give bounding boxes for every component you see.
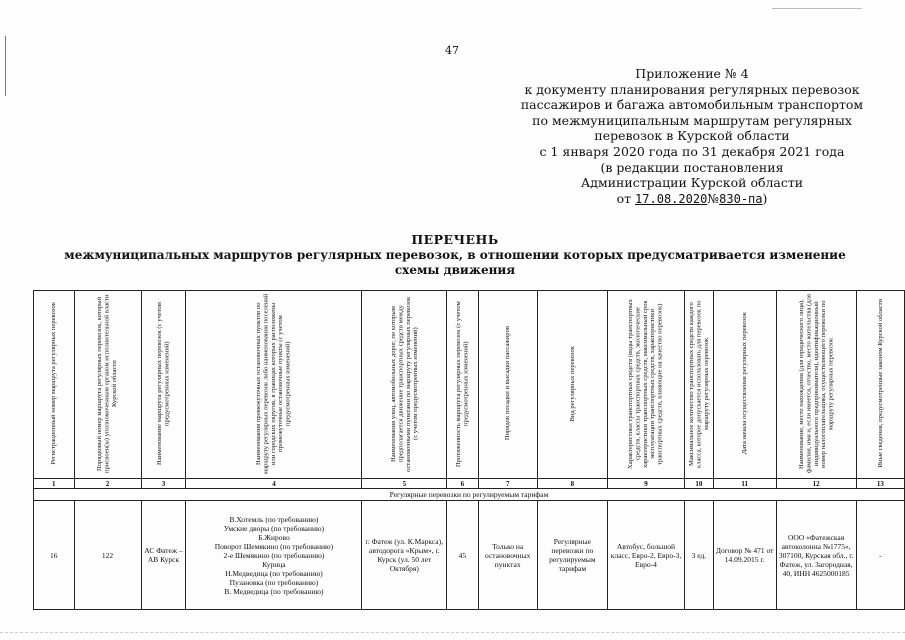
- column-number: 8: [537, 479, 607, 489]
- title-line: схемы движения: [394, 263, 516, 277]
- document-title: [60, 229, 850, 278]
- column-number: 1: [34, 479, 75, 489]
- header-cell: Максимальное количество транспортных средств каждого класса, которое допускается использовать для перевозок по маршруту регулярных перевозок: [685, 291, 714, 479]
- appendix-block: [512, 66, 872, 207]
- appendix-line: с 1 января 2020 года по 31 декабря 2021 года: [539, 143, 845, 159]
- column-number: 6: [447, 479, 478, 489]
- header-cell: Наименование маршрута регулярных перевозок (с учетом предусмотренных изменений): [141, 291, 186, 479]
- cell-route-name: АС Фатеж – АВ Курск: [141, 501, 186, 610]
- cell-other: -: [856, 501, 904, 610]
- title-line: межмуниципальных маршрутов регулярных перевозок, в отношении которых предусматривается изменение: [64, 248, 846, 262]
- column-number: 13: [856, 479, 904, 489]
- title-heading: ПЕРЕЧЕНЬ: [411, 232, 499, 247]
- header-cell: Вид регулярных перевозок: [537, 291, 607, 479]
- cell-stops: [186, 501, 362, 610]
- column-number: 10: [685, 479, 714, 489]
- header-row: [34, 291, 905, 479]
- appendix-line: (в редакции постановления: [600, 159, 784, 175]
- routes-table: [33, 290, 905, 610]
- date-prefix: от: [616, 190, 632, 206]
- resolution-date: 17.08.2020: [635, 191, 708, 206]
- stop-item: В.Хотемль (по требованию): [229, 514, 319, 524]
- cell-length: 45: [447, 501, 478, 610]
- stop-item: Поворот Шемякино (по требованию): [214, 541, 334, 551]
- column-number-row: [34, 479, 905, 489]
- header-cell: Протяженность маршрута регулярных перевозок (с учетом предусмотренных изменений): [447, 291, 478, 479]
- appendix-line: перевозок в Курской области: [594, 128, 790, 144]
- stop-item: Курица: [262, 559, 286, 569]
- scan-top-line: [772, 8, 862, 9]
- column-number: 9: [607, 479, 684, 489]
- section-row: [34, 489, 905, 501]
- table-row: [34, 501, 905, 610]
- appendix-line: Администрации Курской области: [580, 175, 804, 191]
- header-cell: Наименование, место нахождения (для юридического лица), фамилия, имя и, если имеется, отчество, место жительства (для индивидуального предпринимателя), идентификационный номер налогоплательщика, осуществляющего перевозки по маршруту регулярных перевозок: [776, 291, 856, 479]
- cell-streets: г. Фатеж (ул. К.Маркса), автодорога «Крым», г. Курск (ул. 50 лет Октября): [362, 501, 447, 610]
- appendix-date-line: от 17.08.2020№830-па): [616, 190, 768, 206]
- column-number: 2: [74, 479, 141, 489]
- column-number: 5: [362, 479, 447, 489]
- cell-start-date: Договор № 471 от 14.09.2015 г.: [713, 501, 776, 610]
- stop-item: Пузановка (по требованию): [229, 577, 319, 587]
- section-title: Регулярные перевозки по регулируемым тарифам: [34, 489, 905, 501]
- cell-kind: Регулярные перевозки по регулируемым тарифам: [537, 501, 607, 610]
- header-cell: Порядок посадки и высадки пассажиров: [478, 291, 537, 479]
- stop-item: Б.Жирово: [258, 532, 290, 542]
- scan-margin-mark: [5, 36, 6, 96]
- appendix-line: пассажиров и багажа автомобильным транспортом: [520, 97, 864, 113]
- header-cell: Порядковый номер маршрута регулярных перевозок, который присвоен(ы) уполномоченным органом исполнительной власти Курской области: [74, 291, 141, 479]
- scan-bottom-line: [0, 632, 905, 634]
- cell-vehicles: Автобус, большой класс, Евро-2, Евро-3, Евро-4: [607, 501, 684, 610]
- number-sign: №: [707, 190, 720, 206]
- resolution-number: 830-па: [719, 191, 763, 206]
- stop-item: 2-е Шемякино (по требованию): [223, 550, 325, 560]
- header-cell: Регистрационный номер маршрута регулярных перевозок: [34, 291, 75, 479]
- header-cell: Наименования промежуточных остановочных пунктов по маршруту регулярных перевозок либо наименования поселений или городских округов, в границах которых расположены промежуточные остановочные пункты (с учетом предусмотренных изменений): [186, 291, 362, 479]
- cell-boarding: Только на остановочных пунктах: [478, 501, 537, 610]
- stop-item: Умские дворы (по требованию): [223, 523, 325, 533]
- appendix-line: Приложение № 4: [635, 66, 749, 81]
- header-cell: Наименования улиц, автомобильных дорог, по которым предполагается движение транспортных средств между остановочными пунктами по маршруту регулярных перевозок (с учетом предусмотренных изменений): [362, 291, 447, 479]
- column-number: 12: [776, 479, 856, 489]
- stop-item: Н.Медведица (по требованию): [225, 568, 323, 578]
- cell-max-count: 3 ед.: [685, 501, 714, 610]
- appendix-line: к документу планирования регулярных перевозок: [524, 81, 860, 97]
- page-number: 47: [445, 44, 459, 57]
- column-number: 7: [478, 479, 537, 489]
- header-cell: Характеристики транспортных средств (виды транспортных средств, классы транспортных средств, экологические характеристики транспортных средств, максимальный срок эксплуатации транспортных средств, характеристики транспортных средств, влияющие на качество перевозок): [607, 291, 684, 479]
- header-cell: Иные сведения, предусмотренные законом Курской области: [856, 291, 904, 479]
- header-cell: Дата начала осуществления регулярных перевозок: [713, 291, 776, 479]
- appendix-line: по межмуниципальным маршрутам регулярных: [532, 112, 852, 128]
- column-number: 4: [186, 479, 362, 489]
- cell-reg-number: 16: [34, 501, 75, 610]
- column-number: 11: [713, 479, 776, 489]
- stop-item: В. Медведица (по требованию): [224, 586, 324, 596]
- cell-carrier: ООО «Фатежская автоколонна №1775», 307100, Курская обл., г. Фатеж, ул. Загородная, 40, ИНН 4625000185: [776, 501, 856, 610]
- cell-order-number: 122: [74, 501, 141, 610]
- column-number: 3: [141, 479, 186, 489]
